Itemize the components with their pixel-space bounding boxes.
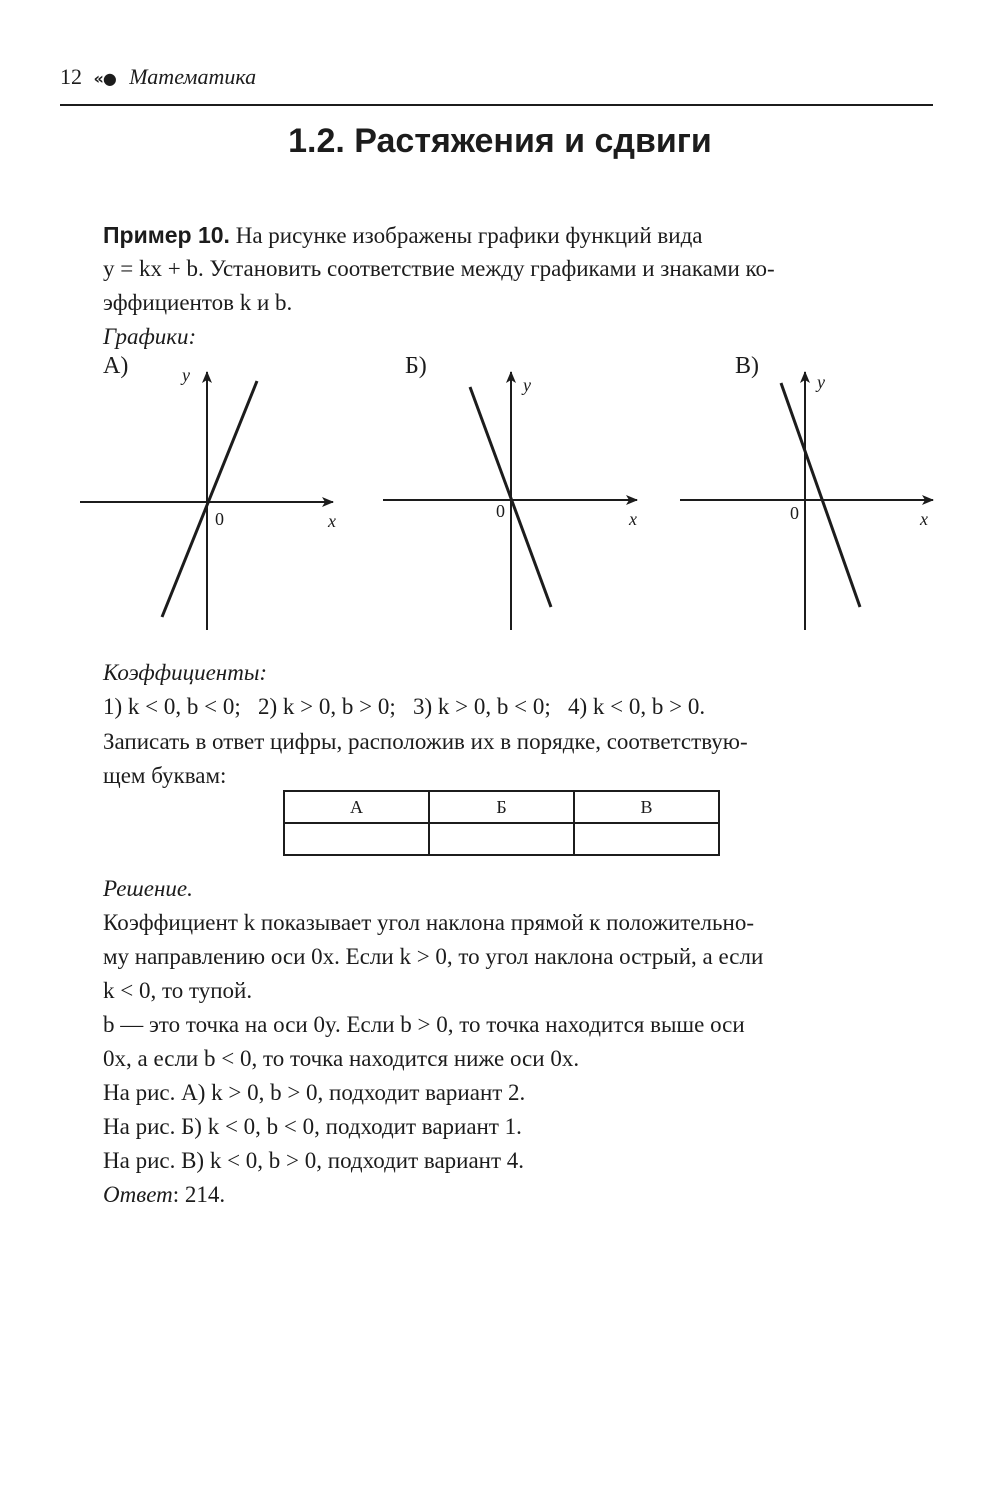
example-line-2: y = kx + b. Установить соответствие между графиками и знаками ко- (103, 256, 775, 281)
graph-a (80, 365, 336, 630)
coefficients-label: Коэффициенты: (103, 660, 268, 685)
graph-c-letter: В) (735, 353, 759, 379)
graph-b-y-label: y (523, 375, 531, 395)
solution-case-b: На рис. Б) k < 0, b < 0, подходит вариант 1. (103, 1114, 522, 1139)
solution-p1-line2: му направлению оси 0x. Если k > 0, то угол наклона острый, а если (103, 944, 764, 969)
graph-c-y-label: y (817, 372, 825, 392)
graph-a-line (162, 381, 257, 617)
solution-p1-line3: k < 0, то тупой. (103, 978, 253, 1003)
answer-label: Ответ (103, 1182, 173, 1207)
graph-c-line (781, 383, 860, 607)
graph-b-x-label: x (629, 509, 637, 529)
answer-table (283, 790, 720, 856)
graph-c-x-label: x (920, 509, 928, 529)
graph-b-origin: 0 (496, 501, 505, 521)
answer-header-c: В (574, 791, 719, 823)
solution-label: Решение. (103, 876, 193, 901)
solution-answer (103, 1178, 933, 1212)
graph-a-origin: 0 (215, 509, 224, 529)
solution-case-c: На рис. В) k < 0, b > 0, подходит вариант 4. (103, 1148, 525, 1173)
section-title: 1.2. Растяжения и сдвиги (288, 122, 712, 160)
graphs-figure (0, 0, 1000, 660)
answer-table-header-row (284, 791, 719, 823)
answer-header-a: А (284, 791, 429, 823)
graphs-label: Графики: (103, 324, 197, 349)
answer-cell-b[interactable] (429, 823, 574, 855)
instruction-line-1: Записать в ответ цифры, расположив их в порядке, соответствую- (103, 729, 748, 754)
solution-p2-line1: b — это точка на оси 0y. Если b > 0, то точка находится выше оси (103, 1012, 745, 1037)
example-text-1: На рисунке изображены графики функций вида (235, 223, 703, 248)
example-label: Пример 10. (103, 222, 230, 248)
graph-b-letter: Б) (405, 353, 427, 379)
coefficients-line: 1) k < 0, b < 0; 2) k > 0, b > 0; 3) k > 0, b < 0; 4) k < 0, b > 0. (103, 694, 706, 719)
header-subject: Математика (129, 64, 257, 89)
graph-b (383, 372, 637, 630)
answer-table-value-row (284, 823, 719, 855)
graph-c (680, 372, 933, 630)
example-line-3: эффициентов k и b. (103, 290, 293, 315)
answer-value: : 214. (172, 1182, 226, 1207)
answer-cell-a[interactable] (284, 823, 429, 855)
instruction-line-2: щем буквам: (103, 763, 227, 788)
answer-header-b: Б (429, 791, 574, 823)
page-number: 12 (60, 64, 82, 89)
graph-c-origin: 0 (790, 503, 799, 523)
header-marks: «● (93, 69, 116, 88)
graph-a-x-label: x (328, 511, 336, 531)
answer-cell-c[interactable] (574, 823, 719, 855)
solution-p2-line2: 0x, а если b < 0, то точка находится ниже оси 0x. (103, 1046, 580, 1071)
solution-case-a: На рис. А) k > 0, b > 0, подходит вариант 2. (103, 1080, 526, 1105)
solution-p1-line1: Коэффициент k показывает угол наклона прямой к положительно- (103, 910, 754, 935)
graph-a-letter: А) (103, 353, 129, 379)
graph-a-y-label: y (182, 365, 190, 385)
